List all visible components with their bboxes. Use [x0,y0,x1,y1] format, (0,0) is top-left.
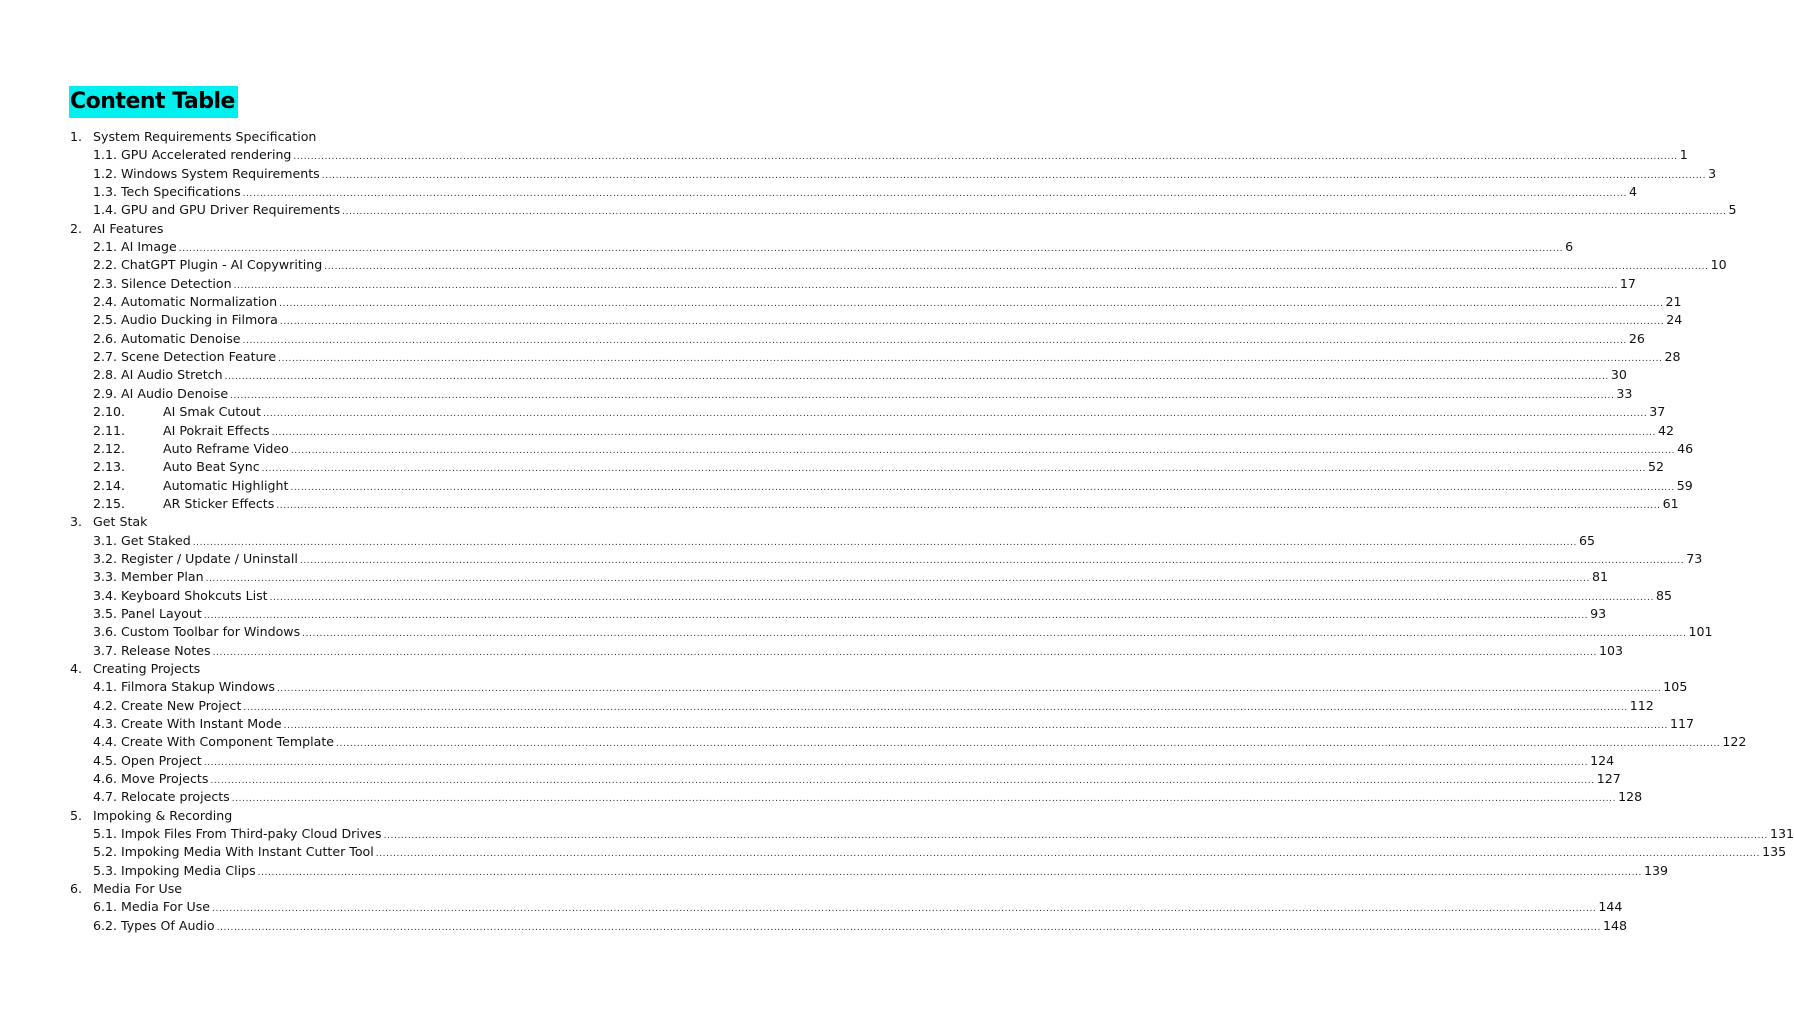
toc-entry[interactable] [0,898,1623,916]
entry-number: 3.1. [93,532,118,548]
dot-leader: ................................................................................................................................................................................................................................................................................................................................................................................................................ [257,867,1642,878]
toc-entry[interactable] [0,348,1681,366]
toc-entry[interactable] [0,825,1794,843]
section-label: Get Stak [93,514,148,530]
entry-page-number: 131 [1769,826,1794,842]
toc-entry[interactable] [0,678,1688,696]
toc-entry[interactable] [0,642,1623,660]
entry-page-number: 112 [1629,697,1654,713]
toc-entry[interactable] [0,293,1682,311]
entry-number: 2.8. [93,367,118,383]
dot-leader: ................................................................................................................................................................................................................................................................................................................................................................................................................ [276,500,1661,511]
section-label: System Requirements Specification [93,129,317,144]
entry-page-number: 61 [1662,495,1679,511]
dot-leader: ................................................................................................................................................................................................................................................................................................................................................................................................................ [230,390,1615,401]
entry-page-number: 46 [1677,440,1694,456]
dot-leader: ................................................................................................................................................................................................................................................................................................................................................................................................................ [290,445,1676,456]
dot-leader: ................................................................................................................................................................................................................................................................................................................................................................................................................ [212,647,1597,658]
toc-entry[interactable] [0,843,1787,861]
toc-entry[interactable] [0,623,1713,641]
entry-label: Relocate projects [121,789,230,805]
entry-page-number: 103 [1598,642,1623,658]
entry-number: 3.2. [93,550,118,566]
entry-number: 2.9. [93,385,118,401]
entry-page-number: 37 [1649,404,1666,420]
dot-leader: ................................................................................................................................................................................................................................................................................................................................................................................................................ [269,592,1654,603]
entry-number: 5.1. [93,826,118,842]
toc-entry[interactable] [0,403,1666,421]
toc-entry[interactable] [0,550,1703,568]
section-number: 3. [70,514,83,530]
entry-label: Impoking Media Clips [121,862,256,878]
entry-page-number: 144 [1598,899,1623,915]
entry-number: 3.7. [93,642,118,658]
entry-label: Impok Files From Third-paky Cloud Drives [121,826,382,842]
entry-label: AI Audio Denoise [121,385,229,401]
dot-leader: ................................................................................................................................................................................................................................................................................................................................................................................................................ [279,299,1664,310]
entry-page-number: 33 [1616,385,1633,401]
toc-entry[interactable] [0,862,1669,880]
dot-leader: ................................................................................................................................................................................................................................................................................................................................................................................................................ [243,702,1628,713]
toc-section-heading[interactable] [0,128,768,146]
dot-leader: ................................................................................................................................................................................................................................................................................................................................................................................................................ [224,372,1609,383]
entry-label: GPU Accelerated rendering [121,147,292,163]
toc-entry[interactable] [0,440,1694,458]
toc-entry[interactable] [0,477,1693,495]
entry-label: Move Projects [121,771,209,787]
dot-leader: ................................................................................................................................................................................................................................................................................................................................................................................................................ [192,537,1578,548]
toc-entry[interactable] [0,275,1636,293]
section-number: 6. [70,881,83,897]
entry-number: 4.5. [93,752,118,768]
toc-entry[interactable] [0,587,1672,605]
dot-leader: ................................................................................................................................................................................................................................................................................................................................................................................................................ [342,207,1727,218]
entry-page-number: 30 [1610,367,1627,383]
entry-label: Release Notes [121,642,211,658]
entry-label: Open Project [121,752,202,768]
entry-number: 4.6. [93,771,118,787]
dot-leader: ................................................................................................................................................................................................................................................................................................................................................................................................................ [210,776,1595,787]
dot-leader: ................................................................................................................................................................................................................................................................................................................................................................................................................ [375,849,1761,860]
section-label: Media For Use [93,881,183,897]
toc-entry[interactable] [0,422,1674,440]
entry-page-number: 52 [1648,459,1665,475]
dot-leader: ................................................................................................................................................................................................................................................................................................................................................................................................................ [383,831,1768,842]
entry-number: 4.7. [93,789,118,805]
section-number: 1. [70,129,83,144]
dot-leader: ................................................................................................................................................................................................................................................................................................................................................................................................................ [283,721,1668,731]
entry-label: GPU and GPU Driver Requirements [121,202,341,218]
dot-leader: ................................................................................................................................................................................................................................................................................................................................................................................................................ [302,629,1687,640]
entry-number: 3.5. [93,605,118,621]
table-of-contents [0,128,1794,935]
entry-page-number: 5 [1728,202,1737,218]
toc-entry[interactable] [0,568,1608,586]
toc-entry[interactable] [0,917,1628,935]
entry-number: 5.3. [93,862,118,878]
entry-label: Media For Use [121,899,211,915]
entry-number: 2.14. [93,477,126,493]
dot-leader: ................................................................................................................................................................................................................................................................................................................................................................................................................ [336,739,1721,750]
entry-label: Automatic Highlight [163,477,289,493]
entry-number: 2.11. [93,422,126,438]
dot-leader: ................................................................................................................................................................................................................................................................................................................................................................................................................ [324,262,1709,273]
entry-number: 4.1. [93,679,118,695]
dot-leader: ................................................................................................................................................................................................................................................................................................................................................................................................................ [261,464,1646,475]
entry-label: ChatGPT Plugin - AI Copywriting [121,257,323,273]
dot-leader: ................................................................................................................................................................................................................................................................................................................................................................................................................ [279,317,1665,328]
section-number: 2. [70,220,83,236]
entry-label: Impoking Media With Instant Cutter Tool [121,844,374,860]
entry-page-number: 42 [1657,422,1674,438]
dot-leader: ................................................................................................................................................................................................................................................................................................................................................................................................................ [271,427,1656,438]
entry-page-number: 148 [1602,917,1628,933]
entry-page-number: 1 [1679,147,1688,163]
entry-number: 2.7. [93,349,118,365]
entry-number: 2.10. [93,404,126,420]
entry-number: 2.6. [93,330,118,346]
entry-number: 2.13. [93,459,126,475]
dot-leader: ................................................................................................................................................................................................................................................................................................................................................................................................................ [212,904,1597,915]
toc-entry[interactable] [0,330,1645,348]
entry-number: 1.4. [93,202,118,218]
entry-page-number: 101 [1688,624,1713,640]
entry-label: Custom Toolbar for Windows [121,624,301,640]
entry-page-number: 65 [1579,532,1596,548]
entry-number: 2.12. [93,440,126,456]
entry-label: Keyboard Shokcuts List [121,587,268,603]
toc-entry[interactable] [0,788,1643,806]
entry-page-number: 10 [1710,257,1727,273]
entry-number: 4.3. [93,716,118,731]
entry-number: 3.3. [93,569,118,585]
toc-section-heading[interactable] [0,880,768,898]
entry-number: 2.1. [93,239,118,255]
entry-number: 6.1. [93,899,118,915]
dot-leader: ................................................................................................................................................................................................................................................................................................................................................................................................................ [290,482,1675,493]
toc-entry[interactable] [0,256,1727,274]
entry-label: Register / Update / Uninstall [121,550,298,566]
entry-label: Automatic Denoise [121,330,241,346]
entry-page-number: 124 [1590,752,1615,768]
entry-number: 2.15. [93,495,126,511]
dot-leader: ................................................................................................................................................................................................................................................................................................................................................................................................................ [262,409,1648,420]
toc-entry[interactable] [0,605,1607,623]
entry-number: 6.2. [93,917,118,933]
entry-number: 2.4. [93,294,118,310]
toc-section-heading[interactable] [0,660,768,678]
toc-entry[interactable] [0,238,1574,256]
entry-page-number: 139 [1643,862,1669,878]
entry-label: AI Smak Cutout [163,404,261,420]
entry-page-number: 21 [1665,294,1682,310]
entry-label: Filmora Stakup Windows [121,679,275,695]
toc-entry[interactable] [0,770,1621,788]
dot-leader: ................................................................................................................................................................................................................................................................................................................................................................................................................ [242,189,1627,200]
dot-leader: ................................................................................................................................................................................................................................................................................................................................................................................................................ [231,794,1617,805]
toc-section-heading[interactable] [0,807,768,825]
entry-label: Silence Detection [121,275,232,291]
section-label: AI Features [93,220,164,236]
entry-number: 2.2. [93,257,118,273]
dot-leader: ................................................................................................................................................................................................................................................................................................................................................................................................................ [242,335,1627,346]
entry-page-number: 4 [1628,184,1637,200]
entry-label: Auto Reframe Video [163,440,289,456]
section-label: Creating Projects [93,660,201,676]
entry-label: Types Of Audio [121,917,215,933]
entry-label: AI Pokrait Effects [163,422,270,438]
entry-page-number: 3 [1708,165,1717,181]
entry-label: Automatic Normalization [121,294,278,310]
entry-page-number: 24 [1666,312,1683,328]
entry-number: 4.2. [93,697,118,713]
section-number: 4. [70,660,83,676]
entry-label: Create With Instant Mode [121,716,282,731]
entry-label: AI Audio Stretch [121,367,223,383]
entry-number: 4.4. [93,734,118,750]
section-label: Impoking & Recording [93,807,233,823]
entry-page-number: 85 [1655,587,1672,603]
entry-label: Create With Component Template [121,734,335,750]
toc-entry[interactable] [0,752,1615,770]
section-number: 5. [70,807,83,823]
entry-label: Windows System Requirements [121,165,320,181]
entry-number: 1.2. [93,165,118,181]
entry-page-number: 17 [1619,275,1636,291]
toc-section-heading[interactable] [0,220,768,238]
entry-page-number: 6 [1565,239,1574,255]
entry-number: 2.3. [93,275,118,291]
entry-page-number: 127 [1596,771,1621,787]
entry-page-number: 81 [1591,569,1608,585]
entry-page-number: 59 [1676,477,1693,493]
entry-label: Auto Beat Sync [163,459,260,475]
entry-page-number: 105 [1663,679,1688,695]
entry-page-number: 117 [1669,716,1694,731]
dot-leader: ................................................................................................................................................................................................................................................................................................................................................................................................................ [293,152,1678,163]
entry-number: 2.5. [93,312,118,328]
entry-label: Get Staked [121,532,191,548]
dot-leader: ................................................................................................................................................................................................................................................................................................................................................................................................................ [216,922,1601,933]
entry-label: Member Plan [121,569,204,585]
entry-label: Panel Layout [121,605,202,621]
entry-page-number: 28 [1664,349,1681,365]
toc-entry[interactable] [0,311,1683,329]
toc-entry[interactable] [0,715,1694,733]
dot-leader: ................................................................................................................................................................................................................................................................................................................................................................................................................ [203,610,1589,621]
toc-entry[interactable] [0,183,1637,201]
dot-leader: ................................................................................................................................................................................................................................................................................................................................................................................................................ [233,280,1618,291]
toc-entry[interactable] [0,201,1737,219]
dot-leader: ................................................................................................................................................................................................................................................................................................................................................................................................................ [178,244,1564,255]
toc-entry[interactable] [0,495,1679,513]
toc-entry[interactable] [0,733,1747,751]
toc-entry[interactable] [0,146,1688,164]
entry-page-number: 73 [1686,550,1703,566]
entry-page-number: 135 [1762,844,1787,860]
entry-page-number: 93 [1590,605,1607,621]
entry-page-number: 128 [1618,789,1643,805]
entry-number: 5.2. [93,844,118,860]
toc-section-heading[interactable] [0,513,768,531]
content-table-title: Content Table [69,86,238,118]
toc-entry[interactable] [0,366,1627,384]
dot-leader: ................................................................................................................................................................................................................................................................................................................................................................................................................ [299,555,1685,566]
dot-leader: ................................................................................................................................................................................................................................................................................................................................................................................................................ [203,757,1589,768]
entry-label: Audio Ducking in Filmora [121,312,278,328]
dot-leader: ................................................................................................................................................................................................................................................................................................................................................................................................................ [321,170,1707,181]
dot-leader: ................................................................................................................................................................................................................................................................................................................................................................................................................ [278,354,1663,365]
dot-leader: ................................................................................................................................................................................................................................................................................................................................................................................................................ [205,574,1590,585]
toc-entry[interactable] [0,385,1633,403]
toc-entry[interactable] [0,697,1654,715]
entry-number: 1.3. [93,184,118,200]
entry-page-number: 26 [1628,330,1645,346]
entry-label: AR Sticker Effects [163,495,275,511]
toc-entry[interactable] [0,532,1596,550]
entry-number: 3.4. [93,587,118,603]
entry-label: Create New Project [121,697,242,713]
toc-entry[interactable] [0,458,1665,476]
entry-page-number: 122 [1722,734,1747,750]
dot-leader: ................................................................................................................................................................................................................................................................................................................................................................................................................ [276,684,1662,695]
entry-number: 1.1. [93,147,118,163]
entry-label: Tech Specifications [121,184,241,200]
entry-label: AI Image [121,239,177,255]
entry-label: Scene Detection Feature [121,349,277,365]
toc-entry[interactable] [0,165,1717,183]
entry-number: 3.6. [93,624,118,640]
